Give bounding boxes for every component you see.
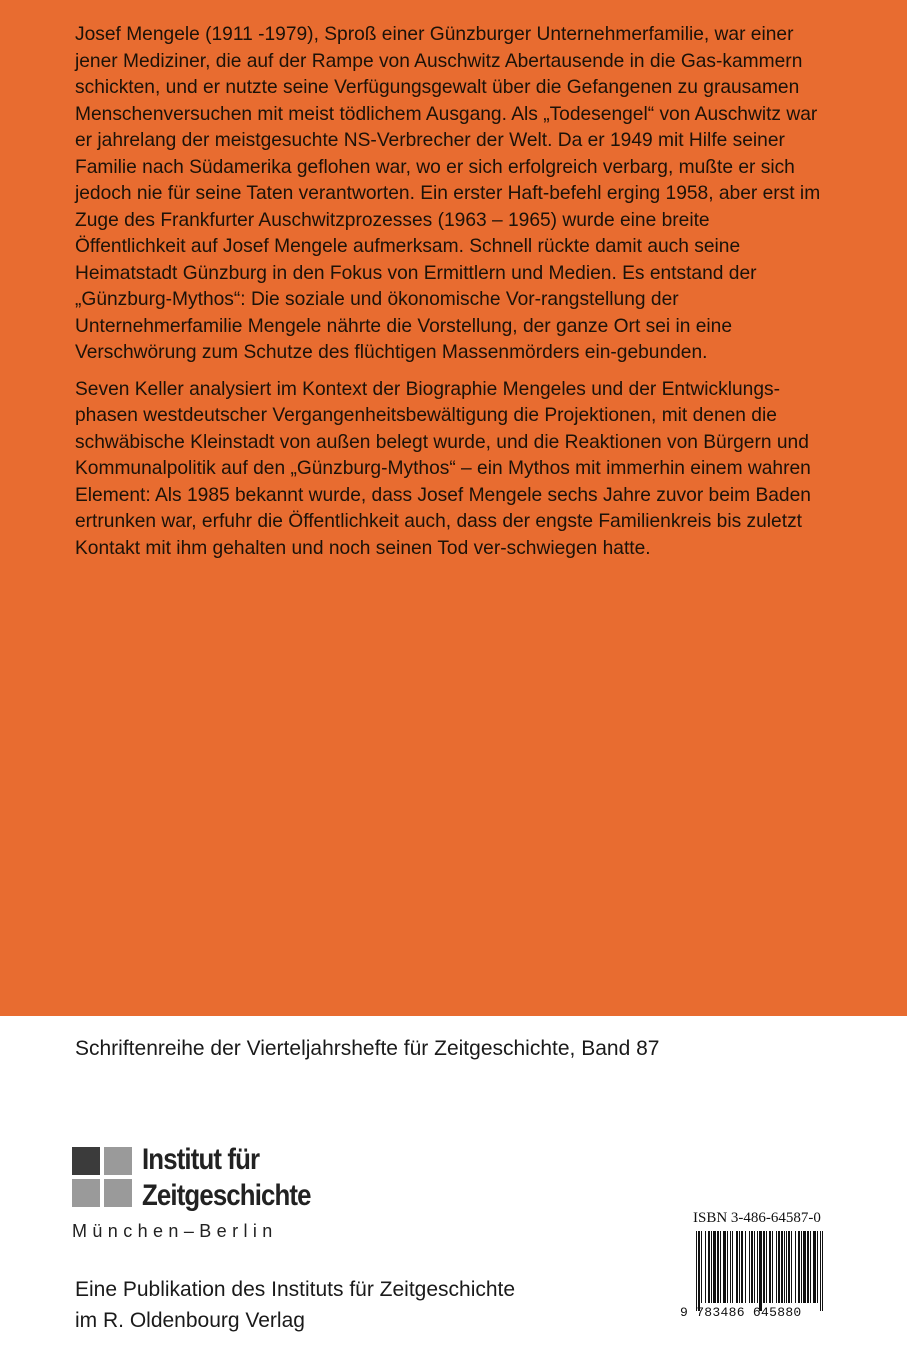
barcode-digits: 9 783486 645880 <box>680 1305 802 1320</box>
publication-note <box>75 1274 515 1336</box>
logo-line-1: Institut für <box>142 1143 260 1176</box>
series-title: Schriftenreihe der Vierteljahrshefte für Zeitgeschichte, Band 87 <box>75 1037 660 1060</box>
logo-squares-icon <box>72 1147 134 1209</box>
blurb-paragraph-2: Seven Keller analysiert im Kontext der Biographie Mengeles und der Entwicklungs-phasen westdeutscher Vergangenheitsbewältigung die Projektionen, mit denen die schwäbische Kleinstadt von außen belegt wurde, und die Reaktionen von Bürgern und Kommunalpolitik auf den „Günzburg-Mythos“ – ein Mythos mit immerhin einem wahren Element: Als 1985 bekannt wurde, dass Josef Mengele sechs Jahre zuvor beim Baden ertrunken war, erfuhr die Öffentlichkeit auch, dass der engste Familienkreis bis zuletzt Kontakt mit ihm gehalten und noch seinen Tod ver-schwiegen hatte. <box>75 378 811 559</box>
logo-city: München–Berlin <box>72 1221 278 1241</box>
logo-line-2: Zeitgeschichte <box>142 1179 311 1212</box>
blurb-paragraph-1: Josef Mengele (1911 -1979), Sproß einer Günzburger Unternehmerfamilie, war einer jener Mediziner, die auf der Rampe von Auschwitz Abertausende in die Gas-kammern schickten, und er nutzte seine Verfügungsgewalt über die Gefangenen zu grausamen Menschenversuchen mit meist tödlichem Ausgang. Als „Todesengel“ von Auschwitz war er jahrelang der meistgesuchte NS-Verbrecher der Welt. Da er 1949 mit Hilfe seiner Familie nach Südamerika geflohen war, wo er sich erfolgreich verbarg, mußte er sich jedoch nie für seine Taten verantworten. Ein erster Haft-befehl erging 1958, aber erst im Zuge des Frankfurter Auschwitzprozesses (1963 – 1965) wurde eine breite Öffentlichkeit auf Josef Mengele aufmerksam. Schnell rückte damit auch seine Heimatstadt Günzburg in den Fokus von Ermittlern und Medien. Es entstand der „Günzburg-Mythos“: Die soziale und ökonomische Vor-rangstellung der Unternehmerfamilie Mengele nährte die Vorstellung, der ganze Ort sei in eine Verschwörung zum Schutze des flüchtigen Massenmörders ein-gebunden. <box>75 24 821 363</box>
publication-line-2: im R. Oldenbourg Verlag <box>75 1309 305 1332</box>
isbn-label: ISBN 3-486-64587-0 <box>693 1210 821 1226</box>
publication-line-1: Eine Publikation des Instituts für Zeitgeschichte <box>75 1278 516 1301</box>
